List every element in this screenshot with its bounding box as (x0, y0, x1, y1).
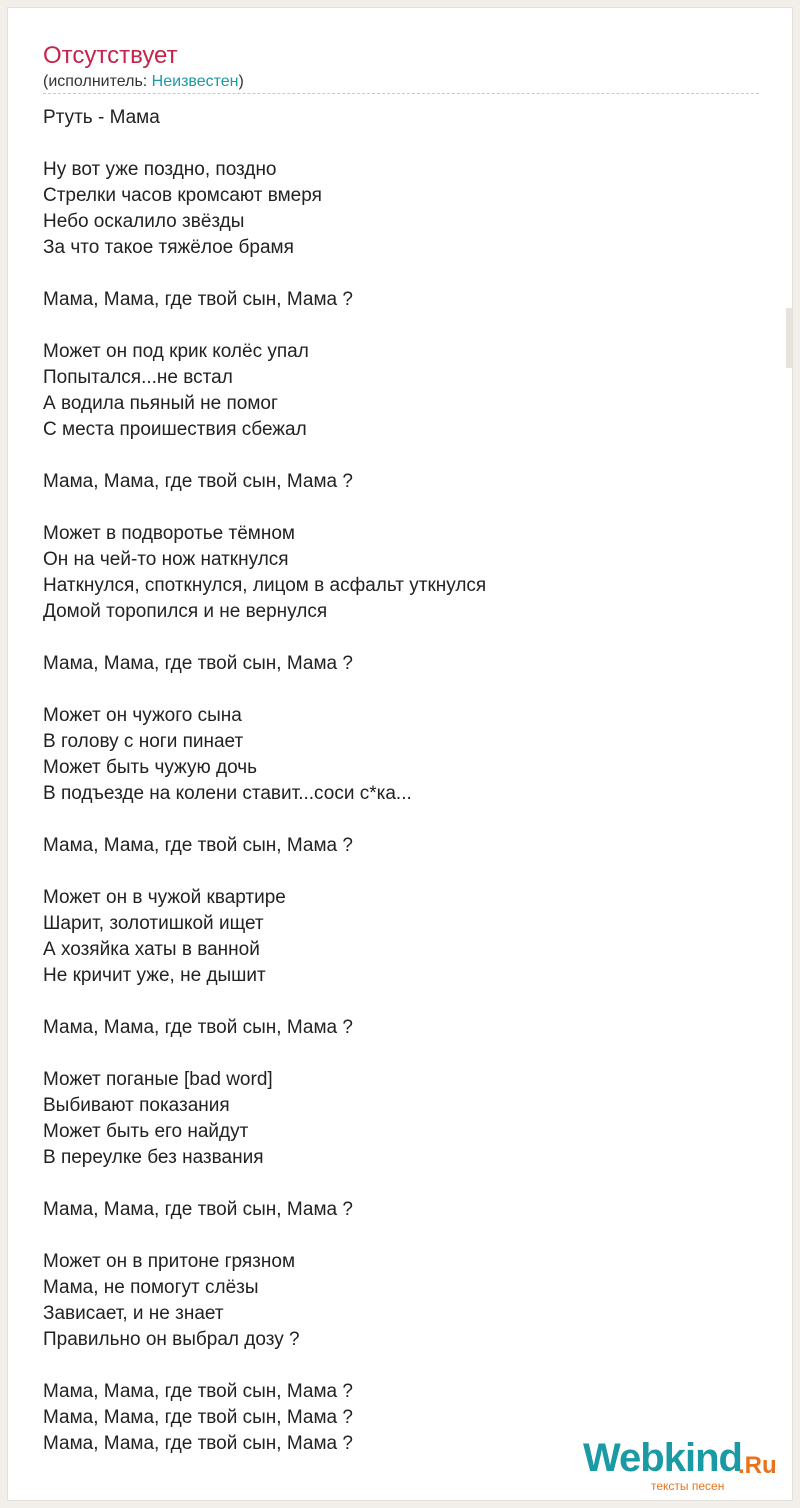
lyric-line: В голову с ноги пинает (43, 731, 244, 752)
lyric-line: В подъезде на колени ставит...соси с*ка... (43, 783, 412, 804)
lyric-blank-line (43, 313, 759, 339)
lyric-line: Ртуть - Мама (43, 107, 160, 128)
lyric-blank-line (43, 1171, 759, 1197)
lyric-blank-line (43, 1223, 759, 1249)
lyric-line: Может быть его найдут (43, 1121, 249, 1142)
lyric-line: Может он в чужой квартире (43, 887, 286, 908)
lyric-line: Попытался...не встал (43, 367, 233, 388)
lyric-line: Может в подворотье тёмном (43, 523, 295, 544)
lyric-line: Домой торопился и не вернулся (43, 601, 328, 622)
lyric-line: Не кричит уже, не дышит (43, 965, 266, 986)
lyric-line: Мама, Мама, где твой сын, Мама ? (43, 653, 353, 674)
lyric-line: Может он под крик колёс упал (43, 341, 309, 362)
lyrics-page (7, 7, 793, 1501)
lyric-line: Мама, Мама, где твой сын, Мама ? (43, 1199, 353, 1220)
lyric-line: Мама, не помогут слёзы (43, 1277, 259, 1298)
lyric-blank-line (43, 677, 759, 703)
lyric-line: Он на чей-то нож наткнулся (43, 549, 289, 570)
lyric-blank-line (43, 261, 759, 287)
lyric-blank-line (43, 625, 759, 651)
logo-tagline: тексты песен (651, 1479, 725, 1493)
lyric-blank-line (43, 1041, 759, 1067)
lyric-line: А хозяйка хаты в ванной (43, 939, 260, 960)
lyric-line: Мама, Мама, где твой сын, Мама ? (43, 1407, 353, 1428)
lyric-line: Правильно он выбрал дозу ? (43, 1329, 300, 1350)
artist-suffix: ) (238, 73, 244, 90)
lyric-line: Может он чужого сына (43, 705, 242, 726)
lyric-line: В переулке без названия (43, 1147, 264, 1168)
lyric-line: А водила пьяный не помог (43, 393, 278, 414)
lyric-blank-line (43, 989, 759, 1015)
lyric-line: Мама, Мама, где твой сын, Мама ? (43, 835, 353, 856)
lyric-blank-line (43, 443, 759, 469)
lyric-blank-line (43, 859, 759, 885)
lyric-blank-line (43, 807, 759, 833)
lyric-line: Мама, Мама, где твой сын, Мама ? (43, 471, 353, 492)
lyric-line: Мама, Мама, где твой сын, Мама ? (43, 1017, 353, 1038)
lyric-blank-line (43, 495, 759, 521)
scrollbar-thumb[interactable] (786, 308, 792, 368)
lyric-line: Мама, Мама, где твой сын, Мама ? (43, 1433, 353, 1454)
lyric-line: Может поганые [bad word] (43, 1069, 273, 1090)
lyric-line: Мама, Мама, где твой сын, Мама ? (43, 289, 353, 310)
lyric-line: Мама, Мама, где твой сын, Мама ? (43, 1381, 353, 1402)
logo-name: Webkind (583, 1436, 742, 1480)
lyric-blank-line (43, 131, 759, 157)
artist-line (43, 73, 244, 91)
song-title: Отсутствует (43, 42, 178, 69)
artist-link[interactable]: Неизвестен (151, 73, 239, 90)
lyric-line: Зависает, и не знает (43, 1303, 224, 1324)
site-logo[interactable] (583, 1436, 783, 1492)
lyric-line: Наткнулся, споткнулся, лицом в асфальт уткнулся (43, 575, 487, 596)
lyric-line: Небо оскалило звёзды (43, 211, 245, 232)
lyric-line: Может он в притоне грязном (43, 1251, 296, 1272)
lyric-line: Стрелки часов кромсают вмеря (43, 185, 322, 206)
lyric-line: Выбивают показания (43, 1095, 230, 1116)
lyric-line: С места проишествия сбежал (43, 419, 307, 440)
lyric-line: Может быть чужую дочь (43, 757, 258, 778)
artist-prefix: (исполнитель: (43, 73, 152, 90)
lyrics-body (43, 105, 759, 1457)
title-divider (43, 93, 759, 94)
lyric-line: Ну вот уже поздно, поздно (43, 159, 277, 180)
lyric-line: За что такое тяжёлое брамя (43, 237, 294, 258)
logo-tld: .Ru (738, 1452, 777, 1479)
lyric-blank-line (43, 1353, 759, 1379)
lyric-line: Шарит, золотишкой ищет (43, 913, 264, 934)
